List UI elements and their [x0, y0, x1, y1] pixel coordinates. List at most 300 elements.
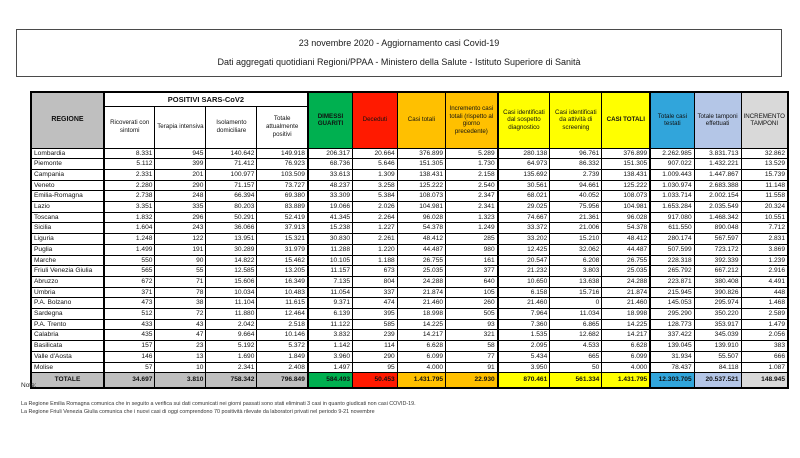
- cell-dimessi-guariti: 3.960: [308, 351, 353, 362]
- table-row: [31, 276, 788, 287]
- cell-totale-casi-testati: 128.773: [650, 319, 694, 330]
- cell-casi-totali-complessivi: 6.628: [602, 341, 650, 352]
- cell-casi-totali: 125.222: [397, 180, 445, 191]
- cell-isolamento-domiciliare: 66.394: [206, 191, 257, 202]
- cell-casi-totali: 14.225: [397, 319, 445, 330]
- cell-incremento-tamponi: 2.589: [741, 309, 788, 320]
- cell-isolamento-domiciliare: 71.412: [206, 159, 257, 170]
- cell-casi-sospetto-diagnostico: 7.964: [498, 309, 550, 320]
- cell-incremento-tamponi: 448: [741, 287, 788, 298]
- cell-deceduti: 585: [353, 319, 398, 330]
- cell-casi-screening: 96.761: [550, 148, 602, 159]
- region-name: Veneto: [31, 180, 104, 191]
- cell-casi-totali: 104.981: [397, 202, 445, 213]
- cell-totale-casi-testati: 280.174: [650, 234, 694, 245]
- cell-dimessi-guariti: 206.317: [308, 148, 353, 159]
- cell-deceduti: 2.261: [353, 234, 398, 245]
- cell-casi-totali-complessivi: 25.035: [602, 266, 650, 277]
- cell-totale-casi-testati: 1.033.714: [650, 191, 694, 202]
- cell-deceduti: 95: [353, 362, 398, 373]
- total-screening: 561.334: [550, 373, 602, 389]
- cell-incremento-tamponi: 383: [741, 341, 788, 352]
- col-header-tamponi-effettuati: Totale tamponi effettuati: [694, 92, 741, 148]
- col-header-incremento-tamponi: INCREMENTO TAMPONI: [741, 92, 788, 148]
- cell-terapia-intensiva: 90: [155, 255, 206, 266]
- cell-deceduti: 2.026: [353, 202, 398, 213]
- cell-totale-attualmente-positivi: 15.462: [257, 255, 308, 266]
- cell-isolamento-domiciliare: 15.606: [206, 276, 257, 287]
- cell-terapia-intensiva: 43: [155, 319, 206, 330]
- cell-casi-totali: 14.217: [397, 330, 445, 341]
- cell-casi-sospetto-diagnostico: 10.650: [498, 276, 550, 287]
- cell-totale-casi-testati: 1.030.974: [650, 180, 694, 191]
- region-name: Umbria: [31, 287, 104, 298]
- table-row: [31, 351, 788, 362]
- cell-casi-totali-complessivi: 125.222: [602, 180, 650, 191]
- cell-isolamento-domiciliare: 30.289: [206, 244, 257, 255]
- table-row: [31, 298, 788, 309]
- table-row: [31, 287, 788, 298]
- cell-ricoverati-con-sintomi: 3.351: [104, 202, 155, 213]
- table-row: [31, 255, 788, 266]
- cell-terapia-intensiva: 399: [155, 159, 206, 170]
- total-sospetto-diagnostico: 870.461: [498, 373, 550, 389]
- cell-isolamento-domiciliare: 11.104: [206, 298, 257, 309]
- cell-deceduti: 474: [353, 298, 398, 309]
- cell-totale-attualmente-positivi: 16.349: [257, 276, 308, 287]
- col-header-totale-positivi: Totale attualmente positivi: [257, 106, 308, 148]
- cell-casi-screening: 4.533: [550, 341, 602, 352]
- cell-totale-tamponi-effettuati: 350.220: [694, 309, 741, 320]
- table-row: [31, 266, 788, 277]
- cell-isolamento-domiciliare: 10.034: [206, 287, 257, 298]
- region-name: Campania: [31, 169, 104, 180]
- cell-incremento-casi-totali: 285: [446, 234, 498, 245]
- cell-casi-totali-complessivi: 21.460: [602, 298, 650, 309]
- cell-terapia-intensiva: 47: [155, 330, 206, 341]
- cell-dimessi-guariti: 41.345: [308, 212, 353, 223]
- cell-casi-screening: 11.034: [550, 309, 602, 320]
- cell-totale-tamponi-effettuati: 1.468.342: [694, 212, 741, 223]
- cell-casi-totali-complessivi: 96.028: [602, 212, 650, 223]
- cell-incremento-tamponi: 20.324: [741, 202, 788, 213]
- cell-ricoverati-con-sintomi: 550: [104, 255, 155, 266]
- col-header-sospetto-diagnostico: Casi identificati dal sospetto diagnostico: [498, 92, 550, 148]
- cell-incremento-casi-totali: 260: [446, 298, 498, 309]
- table-row: [31, 330, 788, 341]
- cell-deceduti: 239: [353, 330, 398, 341]
- total-dimessi-guariti: 584.493: [308, 373, 353, 389]
- cell-dimessi-guariti: 1.497: [308, 362, 353, 373]
- cell-totale-casi-testati: 145.053: [650, 298, 694, 309]
- cell-incremento-casi-totali: 1.249: [446, 223, 498, 234]
- cell-incremento-tamponi: 10.551: [741, 212, 788, 223]
- region-name: Emilia-Romagna: [31, 191, 104, 202]
- cell-casi-sospetto-diagnostico: 280.138: [498, 148, 550, 159]
- cell-incremento-casi-totali: 58: [446, 341, 498, 352]
- table-row: [31, 202, 788, 213]
- cell-deceduti: 5.384: [353, 191, 398, 202]
- title-box: [16, 29, 782, 77]
- cell-totale-casi-testati: 2.262.985: [650, 148, 694, 159]
- cell-totale-attualmente-positivi: 149.918: [257, 148, 308, 159]
- cell-casi-totali-complessivi: 18.998: [602, 309, 650, 320]
- cell-totale-attualmente-positivi: 10.483: [257, 287, 308, 298]
- cell-casi-screening: 21.361: [550, 212, 602, 223]
- notes-title: Note:: [21, 382, 37, 389]
- cell-isolamento-domiciliare: 50.291: [206, 212, 257, 223]
- cell-totale-tamponi-effettuati: 1.447.867: [694, 169, 741, 180]
- cell-casi-sospetto-diagnostico: 3.950: [498, 362, 550, 373]
- cell-casi-sospetto-diagnostico: 68.021: [498, 191, 550, 202]
- cell-casi-totali-complessivi: 6.099: [602, 351, 650, 362]
- cell-terapia-intensiva: 72: [155, 309, 206, 320]
- cell-isolamento-domiciliare: 140.642: [206, 148, 257, 159]
- cell-terapia-intensiva: 55: [155, 266, 206, 277]
- region-name: Calabria: [31, 330, 104, 341]
- cell-incremento-tamponi: 2.916: [741, 266, 788, 277]
- cell-incremento-casi-totali: 5.289: [446, 148, 498, 159]
- cell-terapia-intensiva: 78: [155, 287, 206, 298]
- cell-ricoverati-con-sintomi: 2.738: [104, 191, 155, 202]
- cell-deceduti: 804: [353, 276, 398, 287]
- cell-totale-attualmente-positivi: 37.913: [257, 223, 308, 234]
- col-header-screening: Casi identificati da attività di screening: [550, 92, 602, 148]
- cell-casi-totali: 151.305: [397, 159, 445, 170]
- cell-totale-tamponi-effettuati: 3.831.713: [694, 148, 741, 159]
- cell-isolamento-domiciliare: 36.066: [206, 223, 257, 234]
- cell-totale-casi-testati: 139.045: [650, 341, 694, 352]
- cell-incremento-tamponi: 1.239: [741, 255, 788, 266]
- cell-casi-totali-complessivi: 376.899: [602, 148, 650, 159]
- cell-dimessi-guariti: 11.122: [308, 319, 353, 330]
- cell-totale-attualmente-positivi: 1.849: [257, 351, 308, 362]
- cell-ricoverati-con-sintomi: 1.499: [104, 244, 155, 255]
- total-isolamento: 758.342: [206, 373, 257, 389]
- cell-casi-totali-complessivi: 104.981: [602, 202, 650, 213]
- cell-casi-sospetto-diagnostico: 135.692: [498, 169, 550, 180]
- cell-terapia-intensiva: 191: [155, 244, 206, 255]
- cell-dimessi-guariti: 33.309: [308, 191, 353, 202]
- cell-casi-totali-complessivi: 108.073: [602, 191, 650, 202]
- cell-terapia-intensiva: 243: [155, 223, 206, 234]
- cell-ricoverati-con-sintomi: 8.331: [104, 148, 155, 159]
- region-name: Lombardia: [31, 148, 104, 159]
- cell-incremento-tamponi: 15.739: [741, 169, 788, 180]
- cell-incremento-casi-totali: 105: [446, 287, 498, 298]
- cell-casi-totali: 48.412: [397, 234, 445, 245]
- cell-totale-attualmente-positivi: 5.372: [257, 341, 308, 352]
- cell-totale-tamponi-effettuati: 345.039: [694, 330, 741, 341]
- cell-incremento-tamponi: 1.468: [741, 298, 788, 309]
- cell-incremento-casi-totali: 93: [446, 319, 498, 330]
- cell-totale-tamponi-effettuati: 55.507: [694, 351, 741, 362]
- cell-isolamento-domiciliare: 2.341: [206, 362, 257, 373]
- cell-dimessi-guariti: 7.135: [308, 276, 353, 287]
- cell-incremento-tamponi: 11.558: [741, 191, 788, 202]
- table-row: [31, 212, 788, 223]
- region-name: Valle d'Aosta: [31, 351, 104, 362]
- col-header-ricoverati: Ricoverati con sintomi: [104, 106, 155, 148]
- region-name: Friuli Venezia Giulia: [31, 266, 104, 277]
- cell-deceduti: 337: [353, 287, 398, 298]
- cell-totale-casi-testati: 337.422: [650, 330, 694, 341]
- cell-terapia-intensiva: 23: [155, 341, 206, 352]
- cell-isolamento-domiciliare: 71.157: [206, 180, 257, 191]
- cell-dimessi-guariti: 19.066: [308, 202, 353, 213]
- cell-dimessi-guariti: 30.830: [308, 234, 353, 245]
- cell-ricoverati-con-sintomi: 157: [104, 341, 155, 352]
- cell-isolamento-domiciliare: 1.690: [206, 351, 257, 362]
- region-name: Basilicata: [31, 341, 104, 352]
- cell-terapia-intensiva: 248: [155, 191, 206, 202]
- cell-incremento-casi-totali: 161: [446, 255, 498, 266]
- cell-incremento-casi-totali: 2.158: [446, 169, 498, 180]
- cell-casi-totali-complessivi: 14.225: [602, 319, 650, 330]
- cell-incremento-tamponi: 32.862: [741, 148, 788, 159]
- col-header-terapia-intensiva: Terapia intensiva: [155, 106, 206, 148]
- table-header: [31, 92, 788, 148]
- cell-deceduti: 673: [353, 266, 398, 277]
- cell-incremento-tamponi: 4.491: [741, 276, 788, 287]
- table-row: [31, 234, 788, 245]
- table-row: [31, 191, 788, 202]
- cell-casi-totali-complessivi: 24.288: [602, 276, 650, 287]
- cell-totale-tamponi-effettuati: 2.035.549: [694, 202, 741, 213]
- cell-casi-screening: 3.803: [550, 266, 602, 277]
- cell-incremento-casi-totali: 1.730: [446, 159, 498, 170]
- table-row: [31, 319, 788, 330]
- cell-casi-screening: 40.052: [550, 191, 602, 202]
- col-header-regione: REGIONE: [31, 92, 104, 148]
- cell-deceduti: 290: [353, 351, 398, 362]
- cell-incremento-casi-totali: 2.341: [446, 202, 498, 213]
- col-header-casi-totali: Casi totali: [397, 92, 445, 148]
- cell-isolamento-domiciliare: 100.977: [206, 169, 257, 180]
- cell-ricoverati-con-sintomi: 1.248: [104, 234, 155, 245]
- cell-totale-casi-testati: 31.934: [650, 351, 694, 362]
- cell-casi-totali: 6.628: [397, 341, 445, 352]
- cell-casi-totali: 108.073: [397, 191, 445, 202]
- cell-totale-tamponi-effettuati: 2.002.154: [694, 191, 741, 202]
- region-name: Molise: [31, 362, 104, 373]
- cell-casi-totali: 96.028: [397, 212, 445, 223]
- col-header-deceduti: Deceduti: [353, 92, 398, 148]
- cell-totale-tamponi-effettuati: 1.432.221: [694, 159, 741, 170]
- cell-totale-attualmente-positivi: 52.419: [257, 212, 308, 223]
- cell-terapia-intensiva: 71: [155, 276, 206, 287]
- cell-incremento-casi-totali: 2.540: [446, 180, 498, 191]
- cell-totale-tamponi-effettuati: 392.339: [694, 255, 741, 266]
- cell-ricoverati-con-sintomi: 371: [104, 287, 155, 298]
- region-name: Piemonte: [31, 159, 104, 170]
- cell-casi-screening: 94.661: [550, 180, 602, 191]
- cell-casi-screening: 6.865: [550, 319, 602, 330]
- total-terapia-intensiva: 3.810: [155, 373, 206, 389]
- cell-terapia-intensiva: 38: [155, 298, 206, 309]
- cell-ricoverati-con-sintomi: 1.604: [104, 223, 155, 234]
- cell-dimessi-guariti: 6.139: [308, 309, 353, 320]
- total-casi-totali: 1.431.795: [397, 373, 445, 389]
- cell-casi-sospetto-diagnostico: 33.202: [498, 234, 550, 245]
- cell-casi-sospetto-diagnostico: 21.460: [498, 298, 550, 309]
- cell-totale-tamponi-effettuati: 723.172: [694, 244, 741, 255]
- cell-deceduti: 114: [353, 341, 398, 352]
- cell-totale-tamponi-effettuati: 667.212: [694, 266, 741, 277]
- cell-casi-totali: 25.035: [397, 266, 445, 277]
- cell-incremento-casi-totali: 1.323: [446, 212, 498, 223]
- cell-terapia-intensiva: 201: [155, 169, 206, 180]
- cell-dimessi-guariti: 68.736: [308, 159, 353, 170]
- cell-deceduti: 395: [353, 309, 398, 320]
- table-row: [31, 169, 788, 180]
- cell-isolamento-domiciliare: 9.664: [206, 330, 257, 341]
- cell-isolamento-domiciliare: 13.951: [206, 234, 257, 245]
- cell-totale-tamponi-effettuati: 295.974: [694, 298, 741, 309]
- cell-casi-screening: 32.062: [550, 244, 602, 255]
- cell-deceduti: 1.309: [353, 169, 398, 180]
- total-deceduti: 50.453: [353, 373, 398, 389]
- cell-totale-casi-testati: 1.653.284: [650, 202, 694, 213]
- cell-casi-screening: 15.210: [550, 234, 602, 245]
- cell-incremento-casi-totali: 2.347: [446, 191, 498, 202]
- col-header-isolamento: Isolamento domiciliare: [206, 106, 257, 148]
- table-row: [31, 309, 788, 320]
- region-name: Abruzzo: [31, 276, 104, 287]
- region-name: Lazio: [31, 202, 104, 213]
- cell-ricoverati-con-sintomi: 1.832: [104, 212, 155, 223]
- cell-totale-tamponi-effettuati: 353.917: [694, 319, 741, 330]
- cell-isolamento-domiciliare: 80.203: [206, 202, 257, 213]
- cell-deceduti: 1.188: [353, 255, 398, 266]
- col-header-casi-totali-complessivi: CASI TOTALI: [602, 92, 650, 148]
- cell-casi-totali-complessivi: 48.412: [602, 234, 650, 245]
- cell-casi-screening: 21.006: [550, 223, 602, 234]
- total-attualmente-positivi: 796.849: [257, 373, 308, 389]
- col-header-incremento-casi: Incremento casi totali (rispetto al giorno precedente): [446, 92, 498, 148]
- cell-totale-tamponi-effettuati: 2.683.388: [694, 180, 741, 191]
- cell-totale-casi-testati: 507.599: [650, 244, 694, 255]
- cell-dimessi-guariti: 48.237: [308, 180, 353, 191]
- cell-totale-casi-testati: 295.290: [650, 309, 694, 320]
- cell-totale-attualmente-positivi: 76.923: [257, 159, 308, 170]
- cell-casi-screening: 13.638: [550, 276, 602, 287]
- cell-casi-screening: 0: [550, 298, 602, 309]
- cell-totale-attualmente-positivi: 73.727: [257, 180, 308, 191]
- cell-terapia-intensiva: 10: [155, 362, 206, 373]
- cell-terapia-intensiva: 13: [155, 351, 206, 362]
- table-body: [31, 148, 788, 373]
- cell-ricoverati-con-sintomi: 433: [104, 319, 155, 330]
- total-casi-testati: 12.303.705: [650, 373, 694, 389]
- cell-totale-attualmente-positivi: 15.321: [257, 234, 308, 245]
- cell-casi-sospetto-diagnostico: 74.667: [498, 212, 550, 223]
- cell-casi-sospetto-diagnostico: 21.232: [498, 266, 550, 277]
- cell-totale-attualmente-positivi: 2.518: [257, 319, 308, 330]
- cell-isolamento-domiciliare: 11.880: [206, 309, 257, 320]
- region-name: Sicilia: [31, 223, 104, 234]
- cell-ricoverati-con-sintomi: 473: [104, 298, 155, 309]
- cell-dimessi-guariti: 9.371: [308, 298, 353, 309]
- table-row: [31, 148, 788, 159]
- region-name: Marche: [31, 255, 104, 266]
- cell-totale-attualmente-positivi: 103.509: [257, 169, 308, 180]
- cell-dimessi-guariti: 1.142: [308, 341, 353, 352]
- cell-deceduti: 20.664: [353, 148, 398, 159]
- cell-ricoverati-con-sintomi: 512: [104, 309, 155, 320]
- region-name: Sardegna: [31, 309, 104, 320]
- note-emilia-romagna: La Regione Emilia Romagna comunica che in seguito a verifica sui dati comunicati nei giorni passati sono stati eliminati 3 casi in quanto giudicati non casi COVID-19.: [21, 401, 416, 407]
- cell-casi-totali: 6.099: [397, 351, 445, 362]
- cell-casi-sospetto-diagnostico: 2.095: [498, 341, 550, 352]
- cell-totale-casi-testati: 228.318: [650, 255, 694, 266]
- cell-deceduti: 2.264: [353, 212, 398, 223]
- cell-totale-tamponi-effettuati: 84.118: [694, 362, 741, 373]
- cell-dimessi-guariti: 33.613: [308, 169, 353, 180]
- cell-casi-totali-complessivi: 151.305: [602, 159, 650, 170]
- note-friuli-venezia-giulia: La Regione Friuli Venezia Giulia comunica che i nuovi casi di oggi comprendono 70 positività rilevate da laboratori privati nel periodo 9-21 novembre: [21, 408, 375, 415]
- cell-casi-screening: 6.208: [550, 255, 602, 266]
- cell-casi-totali: 138.431: [397, 169, 445, 180]
- cell-casi-screening: 86.332: [550, 159, 602, 170]
- cell-totale-attualmente-positivi: 83.889: [257, 202, 308, 213]
- cell-casi-screening: 665: [550, 351, 602, 362]
- cell-dimessi-guariti: 15.238: [308, 223, 353, 234]
- cell-terapia-intensiva: 945: [155, 148, 206, 159]
- cell-casi-totali-complessivi: 4.000: [602, 362, 650, 373]
- cell-casi-totali: 24.288: [397, 276, 445, 287]
- cell-casi-totali: 26.755: [397, 255, 445, 266]
- cell-totale-attualmente-positivi: 12.464: [257, 309, 308, 320]
- cell-incremento-tamponi: 2.831: [741, 234, 788, 245]
- total-ricoverati: 34.697: [104, 373, 155, 389]
- cell-incremento-tamponi: 1.087: [741, 362, 788, 373]
- cell-casi-totali: 21.460: [397, 298, 445, 309]
- cell-incremento-tamponi: 7.712: [741, 223, 788, 234]
- cell-incremento-tamponi: 3.869: [741, 244, 788, 255]
- region-name: Liguria: [31, 234, 104, 245]
- cell-isolamento-domiciliare: 5.192: [206, 341, 257, 352]
- cell-dimessi-guariti: 10.105: [308, 255, 353, 266]
- cell-incremento-casi-totali: 980: [446, 244, 498, 255]
- cell-casi-screening: 12.682: [550, 330, 602, 341]
- cell-casi-totali-complessivi: 14.217: [602, 330, 650, 341]
- total-casi-totali-complessivi: 1.431.795: [602, 373, 650, 389]
- cell-terapia-intensiva: 296: [155, 212, 206, 223]
- cell-casi-totali-complessivi: 44.487: [602, 244, 650, 255]
- bulletin-date-title: 23 novembre 2020 - Aggiornamento casi Covid-19: [298, 38, 500, 48]
- table-row: [31, 223, 788, 234]
- cell-casi-screening: 2.739: [550, 169, 602, 180]
- cell-casi-sospetto-diagnostico: 33.372: [498, 223, 550, 234]
- cell-terapia-intensiva: 290: [155, 180, 206, 191]
- cell-incremento-tamponi: 13.529: [741, 159, 788, 170]
- cell-casi-sospetto-diagnostico: 1.535: [498, 330, 550, 341]
- cell-totale-tamponi-effettuati: 567.597: [694, 234, 741, 245]
- cell-casi-screening: 75.956: [550, 202, 602, 213]
- cell-deceduti: 3.258: [353, 180, 398, 191]
- region-name: Puglia: [31, 244, 104, 255]
- bulletin-subtitle: Dati aggregati quotidiani Regioni/PPAA - Ministero della Salute - Istituto Superiore di Sanità: [217, 57, 581, 67]
- cell-terapia-intensiva: 335: [155, 202, 206, 213]
- cell-totale-attualmente-positivi: 2.408: [257, 362, 308, 373]
- cell-dimessi-guariti: 11.288: [308, 244, 353, 255]
- cell-casi-totali-complessivi: 21.874: [602, 287, 650, 298]
- cell-casi-totali: 18.998: [397, 309, 445, 320]
- cell-ricoverati-con-sintomi: 672: [104, 276, 155, 287]
- cell-casi-sospetto-diagnostico: 29.025: [498, 202, 550, 213]
- cell-ricoverati-con-sintomi: 5.112: [104, 159, 155, 170]
